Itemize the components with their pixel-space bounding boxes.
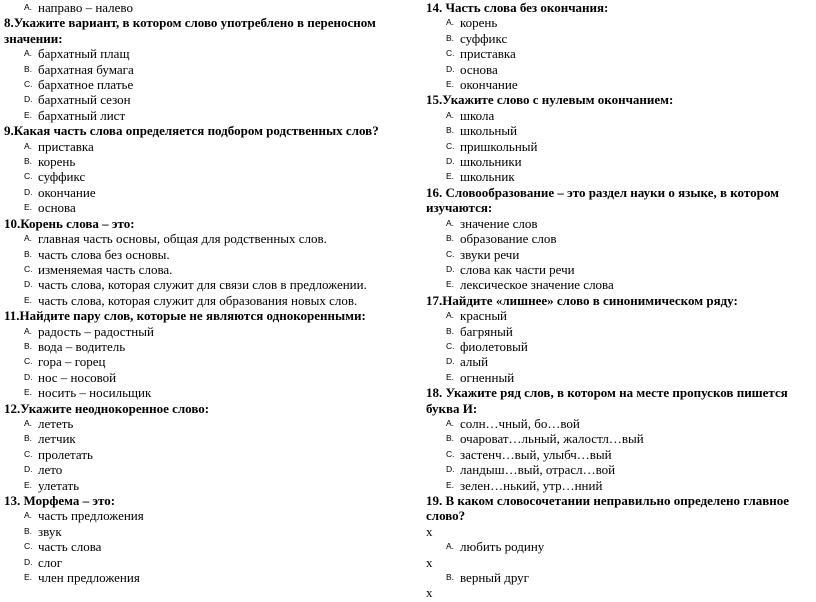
option-marker: E. <box>446 171 455 182</box>
option-text: бархатный плащ <box>38 46 130 62</box>
question-text: 19. В каком словосочетании неправильно определено главное слово? <box>426 493 790 524</box>
option-text: ландыш…вый, отрасл…вой <box>460 462 616 478</box>
answer-options <box>4 139 404 216</box>
option-text: бархатная бумага <box>38 61 134 77</box>
option-marker: C. <box>446 48 455 59</box>
answer-option <box>4 46 404 61</box>
option-marker: A. <box>446 310 455 321</box>
question-text: 12.Укажите неоднокоренное слово: <box>4 400 210 416</box>
x-mark: x <box>426 554 433 570</box>
answer-option <box>4 277 404 292</box>
option-marker: A. <box>24 140 33 151</box>
option-text: бархатное платье <box>38 77 134 93</box>
option-marker: A. <box>24 417 33 428</box>
option-marker: D. <box>24 464 33 475</box>
answer-options <box>426 108 816 185</box>
option-marker: A. <box>446 417 455 428</box>
option-marker: B. <box>24 248 33 259</box>
option-marker: E. <box>446 79 455 90</box>
answer-option <box>4 62 404 77</box>
option-marker: D. <box>446 356 455 367</box>
answer-option <box>4 508 404 523</box>
question-block <box>426 185 816 293</box>
answer-option <box>426 308 816 323</box>
question-text: 15.Укажите слово с нулевым окончанием: <box>426 92 674 108</box>
option-marker: C. <box>446 340 455 351</box>
question-block <box>4 0 404 15</box>
option-marker: A. <box>24 48 33 59</box>
answer-options <box>426 216 816 293</box>
option-marker: D. <box>24 186 33 197</box>
question-block <box>426 293 816 385</box>
option-text: лето <box>38 462 63 478</box>
answer-option <box>4 555 404 570</box>
option-text: багряный <box>460 323 513 339</box>
option-marker: A. <box>446 541 455 552</box>
option-text: солн…чный, бо…вой <box>460 415 580 431</box>
option-marker: E. <box>446 479 455 490</box>
option-text: фиолетовый <box>460 338 528 354</box>
answer-option <box>4 462 404 477</box>
option-marker: D. <box>24 556 33 567</box>
option-text: гора – горец <box>38 354 106 370</box>
option-text: лететь <box>38 415 74 431</box>
option-marker: B. <box>446 325 455 336</box>
option-marker: A. <box>446 109 455 120</box>
answer-option <box>4 139 404 154</box>
option-marker: A. <box>446 17 455 28</box>
option-marker: D. <box>24 371 33 382</box>
answer-option <box>426 108 816 123</box>
answer-option <box>4 185 404 200</box>
question-block <box>4 308 404 400</box>
question-text: 11.Найдите пару слов, которые не являются однокоренными: <box>4 308 366 324</box>
answer-option <box>426 416 816 431</box>
option-text: носить – носильщик <box>38 385 152 401</box>
option-text: направо – налево <box>38 0 133 15</box>
answer-option <box>426 431 816 446</box>
option-text: летчик <box>38 431 76 447</box>
option-text: корень <box>460 15 498 31</box>
answer-option <box>426 247 816 262</box>
answer-option <box>4 431 404 446</box>
answer-option <box>4 108 404 123</box>
option-text: школьный <box>460 123 518 139</box>
option-text: бархатный лист <box>38 107 126 123</box>
option-text: алый <box>460 354 489 370</box>
answer-option <box>4 200 404 215</box>
answer-option <box>4 385 404 400</box>
option-text: школьник <box>460 169 515 185</box>
answer-option <box>4 154 404 169</box>
option-text: слог <box>38 554 63 570</box>
answer-options <box>4 231 404 308</box>
answer-option <box>4 447 404 462</box>
option-marker: E. <box>446 371 455 382</box>
option-text: член предложения <box>38 570 140 586</box>
option-text: пролетать <box>38 446 93 462</box>
option-text: красный <box>460 308 508 324</box>
answer-options <box>426 524 816 601</box>
option-marker: E. <box>24 572 33 583</box>
answer-option <box>4 524 404 539</box>
option-marker: A. <box>446 217 455 228</box>
option-marker: A. <box>24 233 33 244</box>
option-text: окончание <box>38 184 96 200</box>
option-marker: D. <box>446 156 455 167</box>
option-text: очароват…льный, жалостл…вый <box>460 431 644 447</box>
answer-option <box>426 169 816 184</box>
option-marker: B. <box>446 32 455 43</box>
answer-option <box>426 462 816 477</box>
answer-option <box>4 370 404 385</box>
answer-option <box>4 570 404 585</box>
option-text: часть предложения <box>38 508 144 524</box>
answer-option <box>426 339 816 354</box>
option-text: главная часть основы, общая для родственных слов. <box>38 231 327 247</box>
answer-option <box>426 123 816 138</box>
option-text: суффикс <box>38 169 86 185</box>
option-text: изменяемая часть слова. <box>38 261 173 277</box>
answer-option <box>426 539 816 554</box>
option-text: бархатный сезон <box>38 92 131 108</box>
option-text: огненный <box>460 369 515 385</box>
answer-option <box>4 293 404 308</box>
answer-option <box>426 354 816 369</box>
answer-options <box>4 324 404 401</box>
answer-option <box>426 570 816 585</box>
option-marker: E. <box>24 387 33 398</box>
question-text: 17.Найдите «лишнее» слово в синонимическом ряду: <box>426 292 738 308</box>
option-marker: B. <box>446 572 455 583</box>
option-text: слова как части речи <box>460 261 575 277</box>
answer-option <box>4 0 404 15</box>
option-marker: B. <box>446 125 455 136</box>
option-text: основа <box>460 61 498 77</box>
question-block <box>4 216 404 308</box>
answer-option <box>426 216 816 231</box>
answer-options <box>4 0 404 15</box>
answer-option <box>426 15 816 30</box>
option-text: окончание <box>460 77 518 93</box>
option-text: школа <box>460 107 495 123</box>
answer-option <box>426 46 816 61</box>
option-text: пришкольный <box>460 138 538 154</box>
option-marker: C. <box>24 171 33 182</box>
option-marker: D. <box>24 94 33 105</box>
option-marker: A. <box>24 510 33 521</box>
option-marker: E. <box>446 279 455 290</box>
answer-option <box>4 262 404 277</box>
answer-option <box>4 77 404 92</box>
option-text: улетать <box>38 477 80 493</box>
answer-option <box>426 262 816 277</box>
question-block <box>4 493 404 585</box>
option-marker: B. <box>446 233 455 244</box>
question-block <box>426 92 816 184</box>
answer-options <box>4 46 404 123</box>
option-marker: E. <box>24 294 33 305</box>
question-text: 8.Укажите вариант, в котором слово употреблено в переносном значении: <box>4 15 376 46</box>
option-text: нос – носовой <box>38 369 117 385</box>
option-marker: E. <box>24 479 33 490</box>
question-text: 16. Словообразование – это раздел науки о языке, в котором изучаются: <box>426 184 779 216</box>
option-marker: B. <box>24 433 33 444</box>
option-marker: E. <box>24 202 33 213</box>
option-text: школьники <box>460 154 522 170</box>
option-text: основа <box>38 200 76 216</box>
option-text: радость – радостный <box>38 323 154 339</box>
answer-options <box>4 508 404 585</box>
answer-option <box>4 324 404 339</box>
question-block <box>426 0 816 92</box>
answer-options <box>4 416 404 493</box>
answer-option <box>4 247 404 262</box>
answer-options <box>426 416 816 493</box>
option-text: звуки речи <box>460 246 520 262</box>
option-text: верный друг <box>460 570 530 586</box>
option-marker: C. <box>446 248 455 259</box>
option-marker: C. <box>24 448 33 459</box>
answer-option <box>4 539 404 554</box>
answer-options <box>426 15 816 92</box>
answer-option <box>4 231 404 246</box>
question-text: 14. Часть слова без окончания: <box>426 0 609 15</box>
x-mark: x <box>426 523 433 539</box>
option-marker: A. <box>24 2 33 12</box>
option-marker: D. <box>24 279 33 290</box>
option-marker: C. <box>446 140 455 151</box>
answer-option <box>4 92 404 107</box>
answer-option <box>4 339 404 354</box>
option-text: значение слов <box>460 215 538 231</box>
option-marker: B. <box>24 340 33 351</box>
option-marker: C. <box>24 356 33 367</box>
answer-option <box>426 31 816 46</box>
question-text: 9.Какая часть слова определяется подбором родственных слов? <box>4 123 379 139</box>
left-column <box>4 0 404 585</box>
option-text: часть слова, которая служит для образования новых слов. <box>38 292 358 308</box>
option-marker: E. <box>24 109 33 120</box>
question-block <box>426 493 816 601</box>
option-text: часть слова <box>38 539 102 555</box>
answer-option <box>426 324 816 339</box>
answer-option <box>426 154 816 169</box>
option-marker: B. <box>24 63 33 74</box>
option-marker: B. <box>446 433 455 444</box>
option-text: часть слова без основы. <box>38 246 170 262</box>
option-text: застенч…вый, улыбч…вый <box>460 446 612 462</box>
option-marker: C. <box>24 541 33 552</box>
answer-option <box>4 354 404 369</box>
option-text: приставка <box>460 46 516 62</box>
question-block <box>426 385 816 493</box>
answer-option <box>4 169 404 184</box>
option-text: звук <box>38 523 62 539</box>
answer-option <box>426 77 816 92</box>
option-text: приставка <box>38 138 94 154</box>
question-text: 10.Корень слова – это: <box>4 215 135 231</box>
answer-option <box>426 231 816 246</box>
question-block <box>4 401 404 493</box>
option-marker: C. <box>24 79 33 90</box>
option-text: часть слова, которая служит для связи слов в предложении. <box>38 277 367 293</box>
answer-option <box>426 447 816 462</box>
option-text: зелен…нький, утр…нний <box>460 477 603 493</box>
question-text: 18. Укажите ряд слов, в котором на месте пропусков пишется буква И: <box>426 385 788 416</box>
question-block <box>4 15 404 123</box>
option-text: суффикс <box>460 30 508 46</box>
option-marker: A. <box>24 325 33 336</box>
option-text: вода – водитель <box>38 338 126 354</box>
option-text: любить родину <box>460 539 545 555</box>
option-marker: C. <box>24 263 33 274</box>
option-marker: D. <box>446 63 455 74</box>
option-marker: D. <box>446 263 455 274</box>
question-block <box>4 123 404 215</box>
option-text: образование слов <box>460 231 557 247</box>
answer-option <box>4 416 404 431</box>
option-marker: B. <box>24 525 33 536</box>
answer-option <box>4 478 404 493</box>
answer-option <box>426 277 816 292</box>
option-marker: C. <box>446 448 455 459</box>
answer-option <box>426 370 816 385</box>
answer-option <box>426 478 816 493</box>
answer-option <box>426 62 816 77</box>
right-column <box>426 0 816 601</box>
x-mark: x <box>426 585 433 601</box>
option-marker: B. <box>24 156 33 167</box>
answer-options <box>426 308 816 385</box>
option-text: лексическое значение слова <box>460 277 614 293</box>
option-text: корень <box>38 154 76 170</box>
answer-option <box>426 139 816 154</box>
option-marker: D. <box>446 464 455 475</box>
question-text: 13. Морфема – это: <box>4 493 116 508</box>
